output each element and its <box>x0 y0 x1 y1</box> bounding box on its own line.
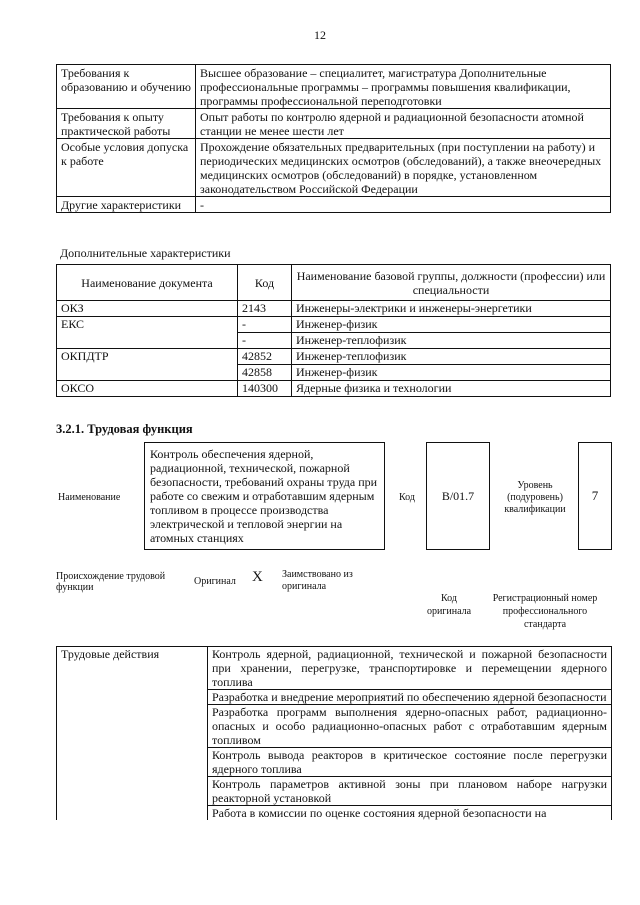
doc-cell: ОКПДТР <box>57 349 238 365</box>
labor-action-item: Контроль ядерной, радиационной, технической и пожарной безопасности при хранении, перегрузке, транспортировке и перемещении ядерного топлива <box>208 647 612 690</box>
original-code-label: Код оригинала <box>426 593 472 617</box>
name-cell: Ядерные физика и технологии <box>292 381 611 397</box>
column-header: Наименование базовой группы, должности (профессии) или специальности <box>292 265 611 301</box>
name-cell: Инженер-физик <box>292 317 611 333</box>
code-cell: - <box>238 333 292 349</box>
qualification-level-box: 7 <box>578 442 612 550</box>
code-cell: 140300 <box>238 381 292 397</box>
requirement-value: Прохождение обязательных предварительных (при поступлении на работу) и периодических медицинских осмотров (обследований), а также внеочередных медицинских осмотров (обследований) в порядке, установленном законодательством Российской Федерации <box>196 139 611 197</box>
doc-cell <box>57 365 238 381</box>
additional-characteristics-table <box>56 264 611 397</box>
doc-cell <box>57 333 238 349</box>
borrowed-label: Заимствовано из оригинала <box>282 569 353 592</box>
requirement-label: Требования к опыту практической работы <box>57 109 196 139</box>
table-row <box>57 317 611 333</box>
table-row <box>57 65 611 109</box>
code-cell: 2143 <box>238 301 292 317</box>
code-label: Код <box>399 492 415 503</box>
name-cell: Инженер-теплофизик <box>292 349 611 365</box>
labor-action-item: Разработка программ выполнения ядерно-опасных работ, радиационно-опасных и особо радиационно-опасных работ с отработавшим ядерным топливом <box>208 705 612 748</box>
function-origin-label: Происхождение трудовой функции <box>56 571 166 593</box>
table-row <box>57 301 611 317</box>
requirements-table <box>56 64 611 213</box>
labor-action-item: Разработка и внедрение мероприятий по обеспечению ядерной безопасности <box>208 690 612 705</box>
requirement-label: Требования к образованию и обучению <box>57 65 196 109</box>
registration-number-label: Регистрационный номер профессионального стандарта <box>492 593 598 630</box>
table-row <box>57 647 612 690</box>
name-cell: Инженер-теплофизик <box>292 333 611 349</box>
requirement-value: Опыт работы по контролю ядерной и радиационной безопасности атомной станции не менее шести лет <box>196 109 611 139</box>
requirement-label: Другие характеристики <box>57 197 196 213</box>
doc-cell: ОКЗ <box>57 301 238 317</box>
page-number: 12 <box>314 28 326 42</box>
labor-action-item: Работа в комиссии по оценке состояния ядерной безопасности на <box>208 806 612 821</box>
doc-cell: ЕКС <box>57 317 238 333</box>
labor-action-item: Контроль вывода реакторов в критическое состояние после перегрузки ядерного топлива <box>208 748 612 777</box>
name-cell: Инженеры-электрики и инженеры-энергетики <box>292 301 611 317</box>
code-cell: 42852 <box>238 349 292 365</box>
labor-action-item: Контроль параметров активной зоны при плановом наборе нагрузки реакторной установкой <box>208 777 612 806</box>
requirement-value: Высшее образование – специалитет, магистратура Дополнительные профессиональные программы – программы повышения квалификации, программы профессиональной переподготовки <box>196 65 611 109</box>
requirement-value: - <box>196 197 611 213</box>
table-row <box>57 365 611 381</box>
code-cell: - <box>238 317 292 333</box>
function-code-box: В/01.7 <box>426 442 490 550</box>
function-name-box: Контроль обеспечения ядерной, радиационной, технической, пожарной безопасности, требований охраны труда при работе со свежим и отработавшим ядерным топливом в процессе производства электрической и тепловой энергии на атомных станциях <box>144 442 385 550</box>
table-header-row <box>57 265 611 301</box>
original-mark: X <box>252 569 263 585</box>
original-label: Оригинал <box>194 576 236 587</box>
table-row <box>57 381 611 397</box>
labor-actions-label: Трудовые действия <box>57 647 208 821</box>
additional-characteristics-title: Дополнительные характеристики <box>60 246 231 260</box>
table-row <box>57 109 611 139</box>
column-header: Код <box>238 265 292 301</box>
function-name-label: Наименование <box>58 492 121 503</box>
qualification-level-label: Уровень (подуровень) квалификации <box>504 480 566 515</box>
section-title: 3.2.1. Трудовая функция <box>56 422 193 436</box>
requirement-label: Особые условия допуска к работе <box>57 139 196 197</box>
table-row <box>57 197 611 213</box>
labor-actions-table <box>56 646 612 820</box>
table-row <box>57 349 611 365</box>
column-header: Наименование документа <box>57 265 238 301</box>
doc-cell: ОКСО <box>57 381 238 397</box>
name-cell: Инженер-физик <box>292 365 611 381</box>
table-row <box>57 333 611 349</box>
code-cell: 42858 <box>238 365 292 381</box>
table-row <box>57 139 611 197</box>
